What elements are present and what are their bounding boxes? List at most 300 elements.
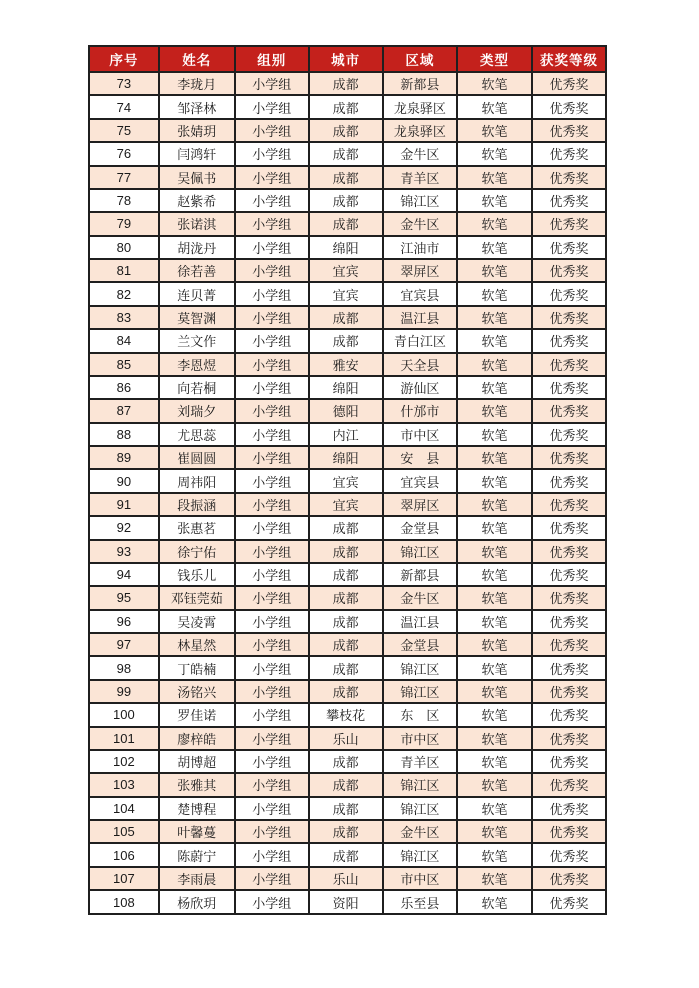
cell-no: 106 — [89, 843, 159, 866]
cell-district: 安 县 — [383, 446, 457, 469]
cell-type: 软笔 — [457, 423, 532, 446]
cell-type: 软笔 — [457, 773, 532, 796]
cell-district: 宜宾县 — [383, 282, 457, 305]
table-row — [89, 773, 606, 796]
cell-award: 优秀奖 — [532, 189, 606, 212]
cell-name: 林星然 — [159, 633, 235, 656]
cell-name: 刘瑞夕 — [159, 399, 235, 422]
table-row — [89, 727, 606, 750]
cell-type: 软笔 — [457, 469, 532, 492]
cell-district: 宜宾县 — [383, 469, 457, 492]
cell-city: 绵阳 — [309, 376, 383, 399]
cell-group: 小学组 — [235, 703, 309, 726]
cell-city: 成都 — [309, 212, 383, 235]
table-row — [89, 353, 606, 376]
cell-city: 宜宾 — [309, 469, 383, 492]
cell-type: 软笔 — [457, 843, 532, 866]
cell-city: 成都 — [309, 189, 383, 212]
cell-city: 内江 — [309, 423, 383, 446]
cell-city: 宜宾 — [309, 259, 383, 282]
cell-city: 成都 — [309, 773, 383, 796]
cell-district: 市中区 — [383, 727, 457, 750]
cell-district: 青羊区 — [383, 750, 457, 773]
cell-award: 优秀奖 — [532, 423, 606, 446]
cell-group: 小学组 — [235, 142, 309, 165]
cell-no: 77 — [89, 166, 159, 189]
cell-city: 成都 — [309, 306, 383, 329]
cell-name: 莫智渊 — [159, 306, 235, 329]
cell-name: 向若桐 — [159, 376, 235, 399]
table-row — [89, 329, 606, 352]
cell-award: 优秀奖 — [532, 750, 606, 773]
cell-city: 攀枝花 — [309, 703, 383, 726]
table-row — [89, 469, 606, 492]
table-row — [89, 166, 606, 189]
table-row — [89, 212, 606, 235]
cell-no: 93 — [89, 540, 159, 563]
cell-type: 软笔 — [457, 189, 532, 212]
cell-city: 宜宾 — [309, 282, 383, 305]
cell-no: 81 — [89, 259, 159, 282]
cell-type: 软笔 — [457, 516, 532, 539]
cell-no: 92 — [89, 516, 159, 539]
cell-no: 103 — [89, 773, 159, 796]
cell-name: 丁皓楠 — [159, 656, 235, 679]
cell-name: 罗佳诺 — [159, 703, 235, 726]
cell-name: 陈蔚宁 — [159, 843, 235, 866]
cell-type: 软笔 — [457, 750, 532, 773]
cell-award: 优秀奖 — [532, 773, 606, 796]
cell-type: 软笔 — [457, 586, 532, 609]
cell-name: 赵紫希 — [159, 189, 235, 212]
table-row — [89, 376, 606, 399]
cell-district: 青白江区 — [383, 329, 457, 352]
cell-district: 新都县 — [383, 72, 457, 95]
cell-group: 小学组 — [235, 890, 309, 914]
cell-type: 软笔 — [457, 890, 532, 914]
cell-group: 小学组 — [235, 493, 309, 516]
cell-district: 龙泉驿区 — [383, 95, 457, 118]
cell-name: 徐若善 — [159, 259, 235, 282]
cell-no: 100 — [89, 703, 159, 726]
cell-group: 小学组 — [235, 236, 309, 259]
cell-no: 96 — [89, 610, 159, 633]
table-row — [89, 820, 606, 843]
table-row — [89, 563, 606, 586]
cell-type: 软笔 — [457, 867, 532, 890]
cell-type: 软笔 — [457, 236, 532, 259]
cell-no: 85 — [89, 353, 159, 376]
cell-district: 金堂县 — [383, 633, 457, 656]
cell-district: 新都县 — [383, 563, 457, 586]
cell-group: 小学组 — [235, 540, 309, 563]
cell-name: 廖梓皓 — [159, 727, 235, 750]
table-row — [89, 656, 606, 679]
table-row — [89, 142, 606, 165]
cell-award: 优秀奖 — [532, 236, 606, 259]
cell-no: 99 — [89, 680, 159, 703]
cell-no: 75 — [89, 119, 159, 142]
cell-award: 优秀奖 — [532, 586, 606, 609]
header-cell-award: 获奖等级 — [532, 46, 606, 72]
cell-city: 成都 — [309, 843, 383, 866]
cell-district: 东 区 — [383, 703, 457, 726]
cell-group: 小学组 — [235, 469, 309, 492]
cell-district: 翠屏区 — [383, 493, 457, 516]
cell-name: 汤铭兴 — [159, 680, 235, 703]
cell-district: 青羊区 — [383, 166, 457, 189]
cell-type: 软笔 — [457, 353, 532, 376]
cell-city: 成都 — [309, 540, 383, 563]
cell-group: 小学组 — [235, 820, 309, 843]
cell-name: 闫鸿轩 — [159, 142, 235, 165]
cell-city: 雅安 — [309, 353, 383, 376]
cell-group: 小学组 — [235, 399, 309, 422]
cell-award: 优秀奖 — [532, 142, 606, 165]
cell-name: 段振涵 — [159, 493, 235, 516]
cell-city: 成都 — [309, 610, 383, 633]
cell-name: 邹泽林 — [159, 95, 235, 118]
cell-award: 优秀奖 — [532, 282, 606, 305]
cell-city: 成都 — [309, 516, 383, 539]
award-list-table-container — [88, 45, 607, 915]
cell-no: 91 — [89, 493, 159, 516]
table-row — [89, 750, 606, 773]
cell-name: 吴凌霄 — [159, 610, 235, 633]
cell-city: 成都 — [309, 750, 383, 773]
cell-award: 优秀奖 — [532, 656, 606, 679]
cell-group: 小学组 — [235, 119, 309, 142]
cell-award: 优秀奖 — [532, 469, 606, 492]
cell-award: 优秀奖 — [532, 890, 606, 914]
cell-no: 89 — [89, 446, 159, 469]
award-list-table — [88, 45, 607, 915]
cell-type: 软笔 — [457, 282, 532, 305]
cell-name: 连贝菁 — [159, 282, 235, 305]
table-row — [89, 843, 606, 866]
cell-district: 锦江区 — [383, 680, 457, 703]
cell-city: 成都 — [309, 820, 383, 843]
cell-type: 软笔 — [457, 610, 532, 633]
cell-city: 成都 — [309, 119, 383, 142]
cell-city: 成都 — [309, 329, 383, 352]
cell-group: 小学组 — [235, 656, 309, 679]
cell-type: 软笔 — [457, 212, 532, 235]
table-row — [89, 493, 606, 516]
cell-group: 小学组 — [235, 586, 309, 609]
cell-no: 101 — [89, 727, 159, 750]
cell-district: 锦江区 — [383, 797, 457, 820]
table-row — [89, 890, 606, 914]
table-header — [89, 46, 606, 72]
table-row — [89, 95, 606, 118]
cell-district: 锦江区 — [383, 773, 457, 796]
cell-award: 优秀奖 — [532, 376, 606, 399]
cell-award: 优秀奖 — [532, 259, 606, 282]
table-row — [89, 259, 606, 282]
cell-city: 绵阳 — [309, 446, 383, 469]
cell-no: 83 — [89, 306, 159, 329]
cell-district: 市中区 — [383, 867, 457, 890]
cell-group: 小学组 — [235, 750, 309, 773]
cell-award: 优秀奖 — [532, 820, 606, 843]
cell-city: 乐山 — [309, 727, 383, 750]
cell-district: 江油市 — [383, 236, 457, 259]
cell-type: 软笔 — [457, 493, 532, 516]
cell-no: 97 — [89, 633, 159, 656]
cell-group: 小学组 — [235, 376, 309, 399]
cell-district: 锦江区 — [383, 843, 457, 866]
cell-city: 成都 — [309, 95, 383, 118]
cell-group: 小学组 — [235, 516, 309, 539]
cell-city: 资阳 — [309, 890, 383, 914]
cell-award: 优秀奖 — [532, 727, 606, 750]
cell-city: 成都 — [309, 166, 383, 189]
cell-city: 宜宾 — [309, 493, 383, 516]
cell-type: 软笔 — [457, 820, 532, 843]
cell-group: 小学组 — [235, 95, 309, 118]
cell-type: 软笔 — [457, 119, 532, 142]
cell-district: 市中区 — [383, 423, 457, 446]
cell-type: 软笔 — [457, 329, 532, 352]
cell-group: 小学组 — [235, 797, 309, 820]
cell-city: 成都 — [309, 142, 383, 165]
cell-award: 优秀奖 — [532, 212, 606, 235]
cell-award: 优秀奖 — [532, 843, 606, 866]
cell-no: 76 — [89, 142, 159, 165]
cell-no: 78 — [89, 189, 159, 212]
cell-award: 优秀奖 — [532, 306, 606, 329]
cell-type: 软笔 — [457, 727, 532, 750]
header-cell-no: 序号 — [89, 46, 159, 72]
cell-award: 优秀奖 — [532, 633, 606, 656]
cell-city: 德阳 — [309, 399, 383, 422]
cell-district: 金牛区 — [383, 212, 457, 235]
cell-group: 小学组 — [235, 189, 309, 212]
cell-city: 成都 — [309, 633, 383, 656]
cell-name: 胡博超 — [159, 750, 235, 773]
table-row — [89, 610, 606, 633]
cell-no: 80 — [89, 236, 159, 259]
cell-type: 软笔 — [457, 95, 532, 118]
table-row — [89, 423, 606, 446]
cell-name: 胡泷丹 — [159, 236, 235, 259]
cell-city: 成都 — [309, 656, 383, 679]
cell-no: 82 — [89, 282, 159, 305]
cell-award: 优秀奖 — [532, 516, 606, 539]
cell-award: 优秀奖 — [532, 610, 606, 633]
cell-city: 乐山 — [309, 867, 383, 890]
cell-group: 小学组 — [235, 633, 309, 656]
cell-award: 优秀奖 — [532, 540, 606, 563]
header-cell-group: 组别 — [235, 46, 309, 72]
cell-no: 105 — [89, 820, 159, 843]
table-row — [89, 540, 606, 563]
cell-no: 86 — [89, 376, 159, 399]
header-cell-name: 姓名 — [159, 46, 235, 72]
cell-no: 102 — [89, 750, 159, 773]
cell-type: 软笔 — [457, 72, 532, 95]
cell-no: 73 — [89, 72, 159, 95]
cell-type: 软笔 — [457, 446, 532, 469]
cell-group: 小学组 — [235, 773, 309, 796]
cell-type: 软笔 — [457, 656, 532, 679]
header-cell-district: 区域 — [383, 46, 457, 72]
cell-no: 88 — [89, 423, 159, 446]
cell-name: 李恩煜 — [159, 353, 235, 376]
cell-no: 107 — [89, 867, 159, 890]
cell-no: 104 — [89, 797, 159, 820]
cell-type: 软笔 — [457, 703, 532, 726]
cell-name: 吴佩书 — [159, 166, 235, 189]
cell-group: 小学组 — [235, 72, 309, 95]
cell-city: 成都 — [309, 797, 383, 820]
cell-award: 优秀奖 — [532, 329, 606, 352]
cell-name: 杨欣玥 — [159, 890, 235, 914]
cell-group: 小学组 — [235, 867, 309, 890]
cell-name: 尤思蕊 — [159, 423, 235, 446]
cell-group: 小学组 — [235, 727, 309, 750]
cell-group: 小学组 — [235, 680, 309, 703]
cell-no: 84 — [89, 329, 159, 352]
cell-district: 金牛区 — [383, 586, 457, 609]
cell-name: 崔圆圆 — [159, 446, 235, 469]
cell-no: 87 — [89, 399, 159, 422]
cell-type: 软笔 — [457, 399, 532, 422]
cell-no: 98 — [89, 656, 159, 679]
cell-city: 成都 — [309, 72, 383, 95]
cell-district: 龙泉驿区 — [383, 119, 457, 142]
table-row — [89, 446, 606, 469]
cell-type: 软笔 — [457, 540, 532, 563]
cell-award: 优秀奖 — [532, 166, 606, 189]
cell-group: 小学组 — [235, 843, 309, 866]
cell-award: 优秀奖 — [532, 680, 606, 703]
cell-city: 绵阳 — [309, 236, 383, 259]
table-body — [89, 72, 606, 914]
cell-group: 小学组 — [235, 353, 309, 376]
cell-district: 金堂县 — [383, 516, 457, 539]
cell-name: 李珑月 — [159, 72, 235, 95]
cell-name: 楚博程 — [159, 797, 235, 820]
table-row — [89, 680, 606, 703]
cell-no: 94 — [89, 563, 159, 586]
cell-group: 小学组 — [235, 166, 309, 189]
cell-award: 优秀奖 — [532, 353, 606, 376]
cell-name: 徐宁佑 — [159, 540, 235, 563]
table-row — [89, 236, 606, 259]
cell-group: 小学组 — [235, 329, 309, 352]
cell-type: 软笔 — [457, 259, 532, 282]
cell-name: 钱乐儿 — [159, 563, 235, 586]
cell-award: 优秀奖 — [532, 797, 606, 820]
cell-type: 软笔 — [457, 680, 532, 703]
cell-type: 软笔 — [457, 633, 532, 656]
cell-name: 邓钰莞茹 — [159, 586, 235, 609]
cell-district: 锦江区 — [383, 656, 457, 679]
cell-award: 优秀奖 — [532, 867, 606, 890]
cell-name: 张惠茗 — [159, 516, 235, 539]
cell-name: 李雨晨 — [159, 867, 235, 890]
cell-no: 90 — [89, 469, 159, 492]
cell-award: 优秀奖 — [532, 119, 606, 142]
cell-type: 软笔 — [457, 376, 532, 399]
cell-city: 成都 — [309, 680, 383, 703]
table-row — [89, 119, 606, 142]
table-row — [89, 867, 606, 890]
table-row — [89, 633, 606, 656]
header-cell-type: 类型 — [457, 46, 532, 72]
cell-group: 小学组 — [235, 610, 309, 633]
cell-district: 天全县 — [383, 353, 457, 376]
cell-type: 软笔 — [457, 166, 532, 189]
cell-award: 优秀奖 — [532, 493, 606, 516]
header-cell-city: 城市 — [309, 46, 383, 72]
cell-group: 小学组 — [235, 446, 309, 469]
cell-district: 什邡市 — [383, 399, 457, 422]
cell-name: 兰文作 — [159, 329, 235, 352]
cell-name: 张婧玥 — [159, 119, 235, 142]
cell-group: 小学组 — [235, 212, 309, 235]
cell-award: 优秀奖 — [532, 446, 606, 469]
cell-group: 小学组 — [235, 563, 309, 586]
cell-type: 软笔 — [457, 563, 532, 586]
cell-award: 优秀奖 — [532, 399, 606, 422]
cell-district: 金牛区 — [383, 820, 457, 843]
table-row — [89, 306, 606, 329]
cell-award: 优秀奖 — [532, 703, 606, 726]
cell-group: 小学组 — [235, 423, 309, 446]
cell-district: 温江县 — [383, 306, 457, 329]
cell-type: 软笔 — [457, 797, 532, 820]
cell-group: 小学组 — [235, 259, 309, 282]
cell-no: 74 — [89, 95, 159, 118]
table-row — [89, 282, 606, 305]
cell-name: 叶馨蔓 — [159, 820, 235, 843]
cell-name: 张雅其 — [159, 773, 235, 796]
cell-no: 95 — [89, 586, 159, 609]
table-row — [89, 399, 606, 422]
table-row — [89, 703, 606, 726]
cell-no: 108 — [89, 890, 159, 914]
cell-district: 乐至县 — [383, 890, 457, 914]
cell-award: 优秀奖 — [532, 563, 606, 586]
cell-district: 翠屏区 — [383, 259, 457, 282]
cell-group: 小学组 — [235, 282, 309, 305]
cell-award: 优秀奖 — [532, 95, 606, 118]
cell-award: 优秀奖 — [532, 72, 606, 95]
table-row — [89, 586, 606, 609]
table-row — [89, 189, 606, 212]
cell-type: 软笔 — [457, 306, 532, 329]
cell-no: 79 — [89, 212, 159, 235]
cell-city: 成都 — [309, 563, 383, 586]
cell-district: 游仙区 — [383, 376, 457, 399]
cell-district: 温江县 — [383, 610, 457, 633]
table-row — [89, 797, 606, 820]
table-row — [89, 516, 606, 539]
cell-district: 锦江区 — [383, 540, 457, 563]
cell-district: 金牛区 — [383, 142, 457, 165]
cell-name: 周祎阳 — [159, 469, 235, 492]
cell-type: 软笔 — [457, 142, 532, 165]
cell-district: 锦江区 — [383, 189, 457, 212]
cell-city: 成都 — [309, 586, 383, 609]
cell-name: 张诺淇 — [159, 212, 235, 235]
table-row — [89, 72, 606, 95]
cell-group: 小学组 — [235, 306, 309, 329]
header-row — [89, 46, 606, 72]
